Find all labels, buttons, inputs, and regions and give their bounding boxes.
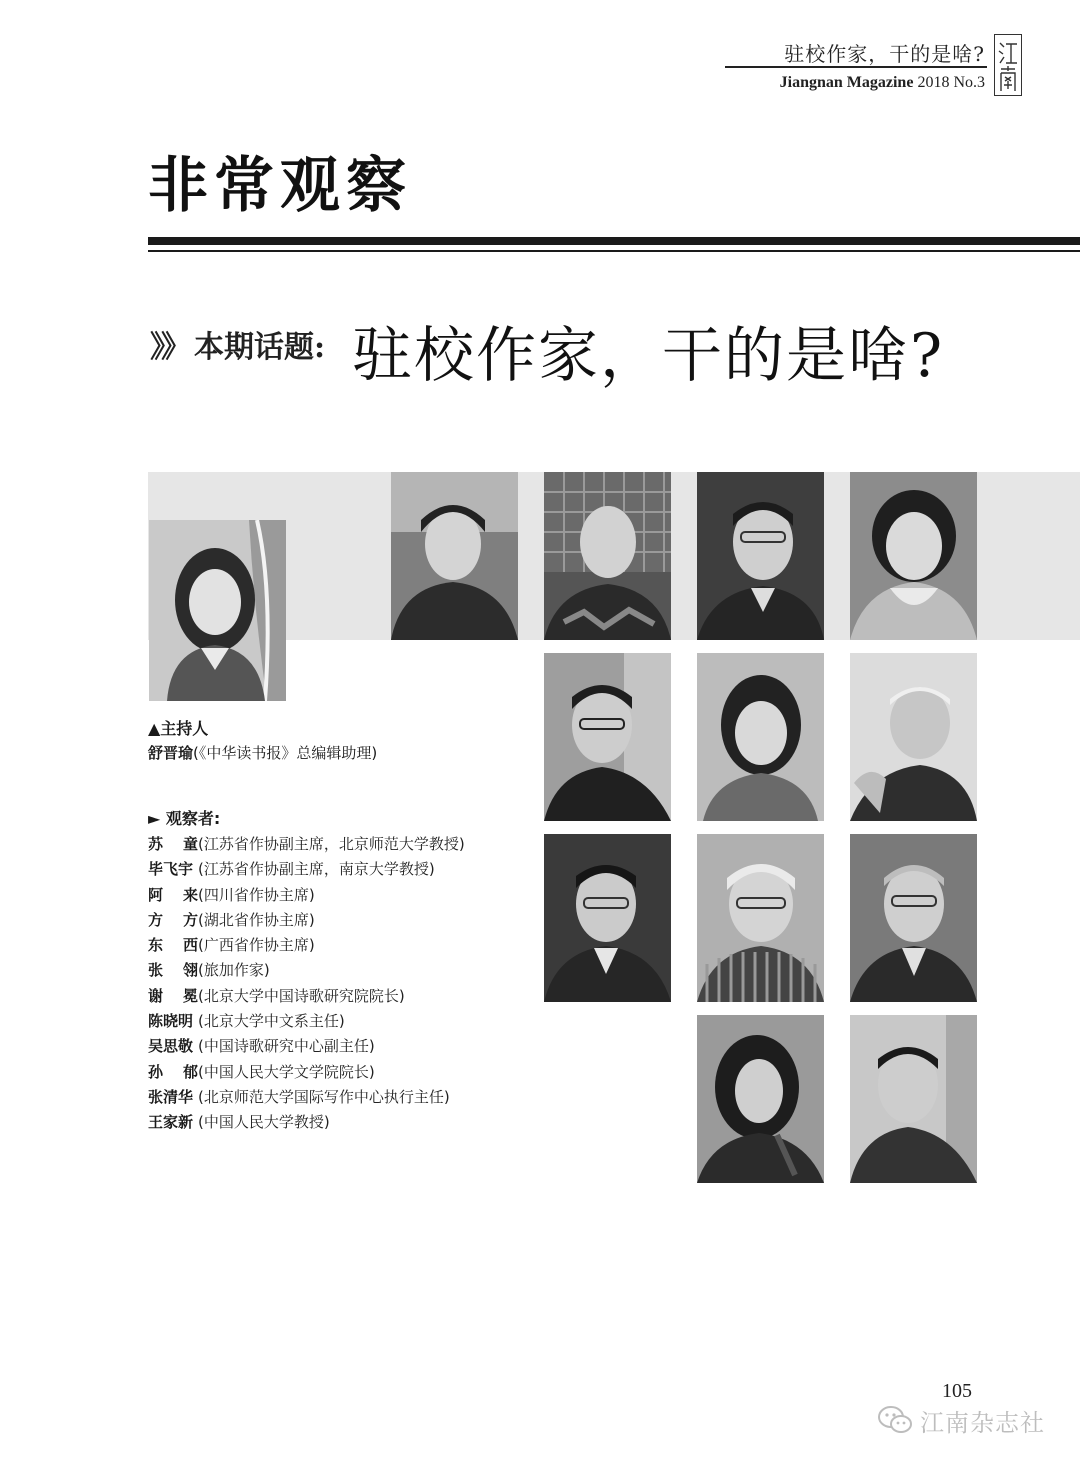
watermark — [878, 1402, 1045, 1438]
list-item — [148, 883, 465, 908]
list-item — [148, 1110, 465, 1135]
observer-role: (北京师范大学国际写作中心执行主任) — [198, 1087, 450, 1106]
host-label: ▲主持人 — [148, 719, 209, 738]
observer-name: 苏童 — [148, 835, 219, 853]
host-line — [148, 742, 377, 763]
portrait-photo — [391, 472, 518, 640]
page-number: 105 — [942, 1380, 972, 1402]
host-portrait — [149, 520, 286, 701]
portrait-photo — [850, 1015, 977, 1183]
observer-role: (四川省作协主席) — [198, 885, 315, 904]
observer-name: 阿来 — [148, 885, 219, 904]
observer-name: 吴思敬 — [148, 1037, 194, 1056]
host-name: 舒晋瑜 — [148, 744, 194, 762]
portrait-photo — [544, 834, 671, 1002]
magazine-name: Jiangnan Magazine — [779, 74, 914, 91]
observers-label: ► 观察者: — [148, 809, 221, 828]
title-rule-thick — [148, 237, 1080, 245]
portrait-photo — [850, 653, 977, 821]
observer-name: 陈晓明 — [148, 1012, 194, 1031]
topic-label: 本期话题: — [194, 330, 326, 365]
portrait-photo — [544, 472, 671, 640]
observer-name: 孙郁 — [148, 1062, 219, 1081]
issue-number: 2018 No.3 — [917, 74, 985, 91]
host-role: (《中华读书报》总编辑助理) — [193, 744, 378, 762]
wechat-icon — [878, 1405, 912, 1435]
list-item — [148, 1060, 465, 1085]
observer-role: (旅加作家) — [198, 961, 270, 980]
observer-name: 谢冕 — [148, 986, 219, 1005]
list-item — [148, 958, 465, 983]
observer-role: (江苏省作协副主席，南京大学教授) — [198, 860, 435, 879]
section-title: 非常观察 — [148, 151, 412, 221]
observer-role: (湖北省作协主席) — [198, 910, 315, 929]
topic-arrows-icon: 》》 — [150, 330, 187, 365]
portrait-photo — [850, 472, 977, 640]
observer-role: (中国诗歌研究中心副主任) — [198, 1037, 375, 1056]
portrait-photo — [697, 834, 824, 1002]
observer-role: (北京大学中国诗歌研究院院长) — [198, 986, 405, 1005]
header-rule — [725, 66, 987, 68]
observer-role: (江苏省作协副主席，北京师范大学教授) — [198, 835, 465, 853]
magazine-seal-logo — [994, 34, 1022, 96]
portrait-photo — [850, 834, 977, 1002]
magazine-issue — [760, 74, 985, 92]
running-title: 驻校作家，干的是啥? — [784, 42, 985, 66]
observer-name: 方方 — [148, 910, 219, 929]
seal-glyph-icon — [995, 35, 1021, 95]
list-item — [148, 933, 465, 958]
list-item — [148, 1085, 465, 1110]
observer-role: (中国人民大学文学院院长) — [198, 1062, 375, 1081]
observer-name: 张翎 — [148, 961, 219, 980]
observer-role: (广西省作协主席) — [198, 936, 315, 955]
list-item — [148, 832, 465, 857]
title-rule-thin — [148, 250, 1080, 252]
observer-role: (北京大学中文系主任) — [198, 1012, 345, 1031]
observer-name: 毕飞宇 — [148, 860, 194, 879]
topic-title: 驻校作家，干的是啥? — [352, 321, 945, 391]
list-item — [148, 857, 465, 882]
list-item — [148, 908, 465, 933]
list-item — [148, 1009, 465, 1034]
list-item — [148, 984, 465, 1009]
portrait-photo — [544, 653, 671, 821]
observer-name: 王家新 — [148, 1113, 194, 1132]
observer-role: (中国人民大学教授) — [198, 1113, 330, 1132]
observer-name: 东西 — [148, 936, 219, 955]
watermark-text: 江南杂志社 — [920, 1408, 1045, 1437]
portrait-photo — [697, 653, 824, 821]
list-item — [148, 1034, 465, 1059]
observers-list — [148, 832, 465, 1136]
portrait-photo — [697, 1015, 824, 1183]
portrait-photo — [697, 472, 824, 640]
observer-name: 张清华 — [148, 1087, 194, 1106]
